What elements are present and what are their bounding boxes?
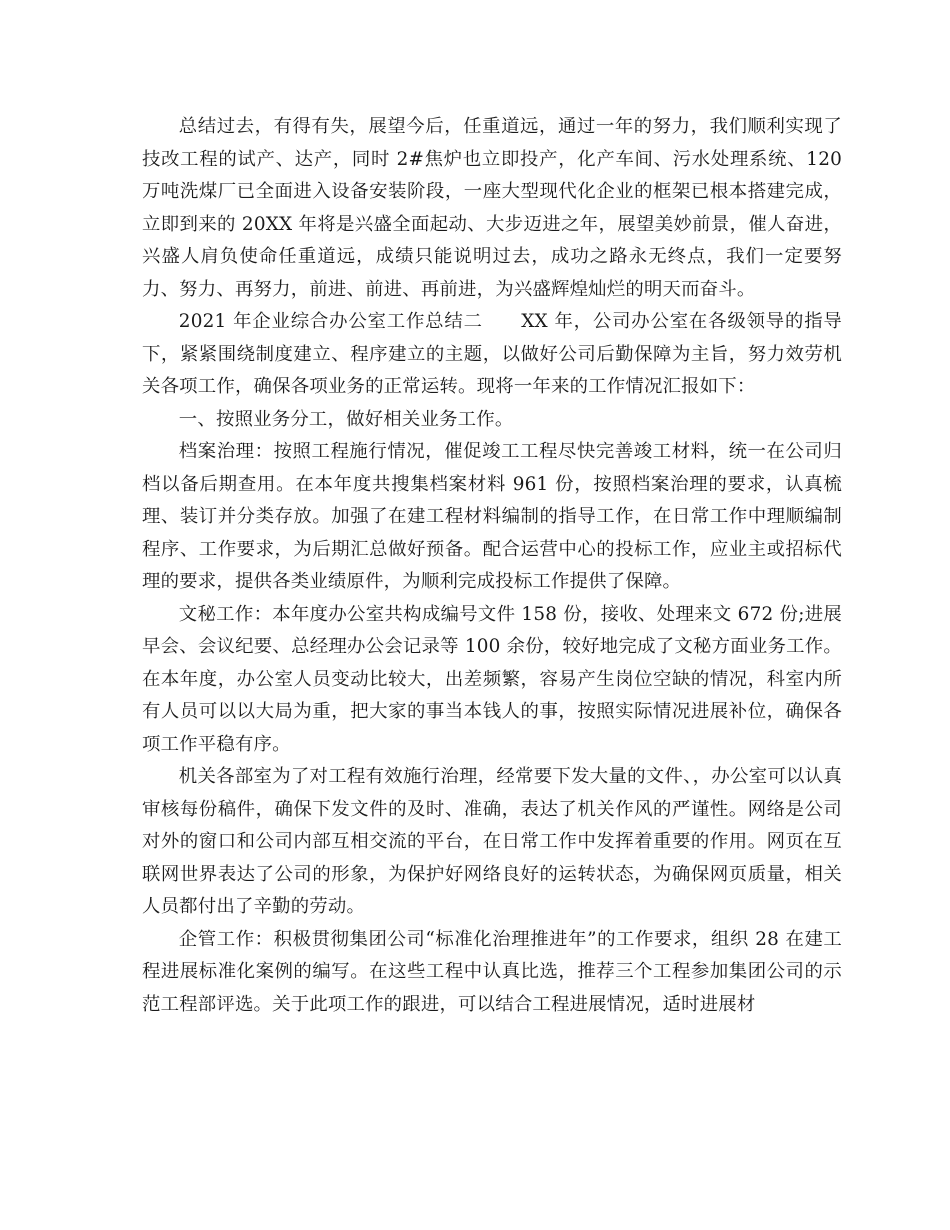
paragraph-management: 企管工作：积极贯彻集团公司“标准化治理推进年”的工作要求，组织 28 在建工程进展标准化案例的编写。在这些工程中认真比选，推荐三个工程参加集团公司的示范工程部评选。关于此项工作的跟进，可以结合工程进展情况，适时进展材 bbox=[142, 928, 842, 1015]
paragraph-summary: 总结过去，有得有失，展望今后，任重道远，通过一年的努力，我们顺利实现了技改工程的试产、达产，同时 2#焦炉也立即投产，化产车间、污水处理系统、120 万吨洗煤厂已全面进入设备安装阶段，一座大型现代化企业的框架已根本搭建完成，立即到来的 20XX 年将是兴盛全面起动、大步迈进之年，展望美妙前景，催人奋进，兴盛人肩负使命任重道远，成绩只能说明过去，成功之路永无终点，我们一定要努力、努力、再努力，前进、前进、再前进，为兴盛辉煌灿烂的明天而奋斗。 bbox=[142, 116, 842, 300]
paragraph-departments: 机关各部室为了对工程有效施行治理，经常要下发大量的文件、，办公室可以认真审核每份稿件，确保下发文件的及时、准确，表达了机关作风的严谨性。网络是公司对外的窗口和公司内部互相交流的平台，在日常工作中发挥着重要的作用。网页在互联网世界表达了公司的形象，为保护好网络良好的运转状态，为确保网页质量，相关人员都付出了辛勤的劳动。 bbox=[142, 766, 842, 917]
paragraph-section-heading: 一、按照业务分工，做好相关业务工作。 bbox=[178, 408, 514, 430]
paragraph-secretarial: 文秘工作：本年度办公室共构成编号文件 158 份，接收、处理来文 672 份;进展早会、会议纪要、总经理办公会记录等 100 余份，较好地完成了文秘方面业务工作。在本年度，办公室人员变动比较大，出差频繁，容易产生岗位空缺的情况，科室内所有人员可以以大局为重，把大家的事当本钱人的事，按照实际情况进展补位，确保各项工作平稳有序。 bbox=[142, 603, 842, 755]
paragraph-archives: 档案治理：按照工程施行情况，催促竣工工程尽快完善竣工材料，统一在公司归档以备后期查用。在本年度共搜集档案材料 961 份，按照档案治理的要求，认真梳理、装订并分类存放。加强了在建工程材料编制的指导工作，在日常工作中理顺编制程序、工作要求，为后期汇总做好预备。配合运营中心的投标工作，应业主或招标代理的要求，提供各类业绩原件，为顺利完成投标工作提供了保障。 bbox=[142, 441, 842, 592]
paragraph-report-intro: 2021 年企业综合办公室工作总结二 XX 年，公司办公室在各级领导的指导下，紧紧围绕制度建立、程序建立的主题，以做好公司后勤保障为主旨，努力效劳机关各项工作，确保各项业务的正常运转。现将一年来的工作情况汇报如下： bbox=[142, 311, 842, 397]
document-body bbox=[142, 111, 842, 1021]
